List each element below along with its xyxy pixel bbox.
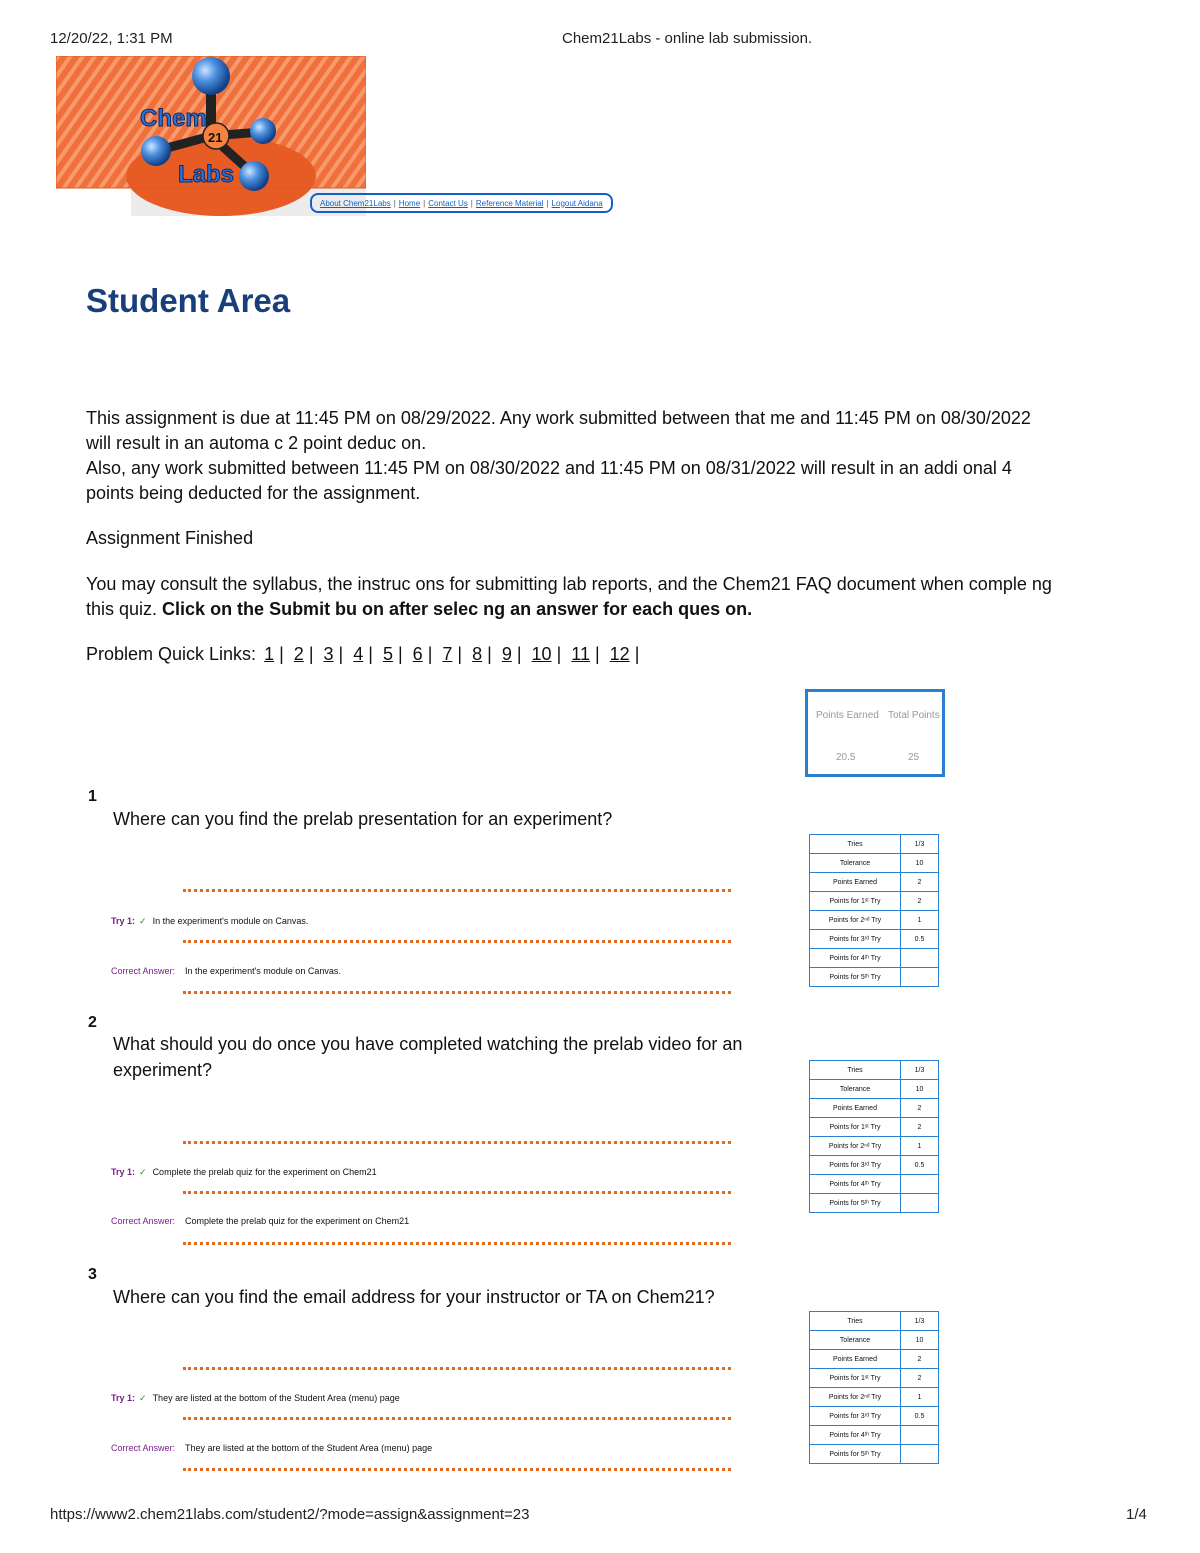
divider bbox=[183, 1191, 731, 1194]
question-number: 2 bbox=[88, 1014, 97, 1031]
stats-value: 2 bbox=[901, 1099, 939, 1118]
stats-key: Points Earned bbox=[810, 873, 901, 892]
correct-answer-label: Correct Answer: bbox=[111, 966, 176, 976]
stats-key: Tolerance bbox=[810, 854, 901, 873]
nav-logout[interactable]: Logout Aidana bbox=[551, 198, 603, 208]
divider bbox=[183, 1367, 731, 1370]
due-notice bbox=[86, 406, 1116, 506]
stats-value: 2 bbox=[901, 892, 939, 911]
stats-value bbox=[901, 1194, 939, 1213]
stats-value: 2 bbox=[901, 1118, 939, 1137]
stats-key: Tolerance bbox=[810, 1331, 901, 1350]
top-navigation: About Chem21Labs | Home | Contact Us | Reference Material | Logout Aidana bbox=[310, 193, 613, 213]
stats-row bbox=[810, 1445, 939, 1464]
try-answer-text: They are listed at the bottom of the Student Area (menu) page bbox=[152, 1393, 400, 1403]
stats-key: Points Earned bbox=[810, 1350, 901, 1369]
stats-key: Points for 5ᵗʰ Try bbox=[810, 1445, 901, 1464]
stats-row bbox=[810, 968, 939, 987]
stats-value: 10 bbox=[901, 1080, 939, 1099]
question-stats-table bbox=[809, 1060, 939, 1213]
assignment-status: Assignment Finished bbox=[86, 528, 254, 548]
stats-value bbox=[901, 968, 939, 987]
quick-links-label: Problem Quick Links: bbox=[86, 644, 257, 664]
stats-row bbox=[810, 1156, 939, 1175]
question-text: What should you do once you have completed watching the prelab video for an experiment? bbox=[113, 1034, 743, 1080]
stats-value: 2 bbox=[901, 1369, 939, 1388]
stats-row bbox=[810, 1388, 939, 1407]
divider bbox=[183, 1141, 731, 1144]
try-answer bbox=[111, 916, 308, 927]
stats-key: Points for 4ᵗʰ Try bbox=[810, 949, 901, 968]
checkmark-icon: ✓ bbox=[139, 916, 147, 926]
checkmark-icon: ✓ bbox=[139, 1167, 147, 1177]
stats-row bbox=[810, 949, 939, 968]
points-earned-label: Points Earned bbox=[816, 710, 879, 721]
question-text: Where can you find the email address for your instructor or TA on Chem21? bbox=[113, 1287, 715, 1307]
stats-key: Points for 1ˢᵗ Try bbox=[810, 1369, 901, 1388]
stats-key: Points for 2ⁿᵈ Try bbox=[810, 1137, 901, 1156]
points-earned-value: 20.5 bbox=[836, 752, 856, 763]
correct-answer-text: They are listed at the bottom of the Student Area (menu) page bbox=[185, 1443, 433, 1453]
stats-value bbox=[901, 949, 939, 968]
stats-row bbox=[810, 1061, 939, 1080]
try-label: Try 1: bbox=[111, 1167, 136, 1177]
total-points-label: Total Points bbox=[888, 710, 940, 721]
stats-value: 10 bbox=[901, 1331, 939, 1350]
stats-key: Points for 5ᵗʰ Try bbox=[810, 1194, 901, 1213]
stats-value: 0.5 bbox=[901, 930, 939, 949]
stats-value: 1/3 bbox=[901, 1312, 939, 1331]
stats-key: Points for 4ᵗʰ Try bbox=[810, 1175, 901, 1194]
print-page-title: Chem21Labs - online lab submission. bbox=[562, 30, 813, 47]
stats-key: Points for 1ˢᵗ Try bbox=[810, 1118, 901, 1137]
divider bbox=[183, 991, 731, 994]
stats-value: 10 bbox=[901, 854, 939, 873]
stats-value bbox=[901, 1175, 939, 1194]
stats-row bbox=[810, 1331, 939, 1350]
logo-word-labs: Labs bbox=[178, 161, 235, 188]
try-answer bbox=[111, 1393, 400, 1404]
stats-value: 2 bbox=[901, 873, 939, 892]
stats-row bbox=[810, 1350, 939, 1369]
correct-answer bbox=[111, 1216, 409, 1226]
quick-link-3[interactable]: 3 bbox=[323, 644, 334, 664]
stats-row bbox=[810, 1426, 939, 1445]
stats-row bbox=[810, 1369, 939, 1388]
stats-key: Points for 3ʳᵈ Try bbox=[810, 930, 901, 949]
question-stats-table bbox=[809, 1311, 939, 1464]
question-stats-table bbox=[809, 834, 939, 987]
divider bbox=[183, 940, 731, 943]
stats-key: Points Earned bbox=[810, 1099, 901, 1118]
stats-row bbox=[810, 1312, 939, 1331]
stats-value bbox=[901, 1426, 939, 1445]
stats-value: 1 bbox=[901, 1137, 939, 1156]
stats-row bbox=[810, 854, 939, 873]
stats-value bbox=[901, 1445, 939, 1464]
correct-answer bbox=[111, 1443, 432, 1453]
quick-link-6[interactable]: 6 bbox=[412, 644, 423, 664]
stats-row bbox=[810, 1175, 939, 1194]
stats-key: Points for 4ᵗʰ Try bbox=[810, 1426, 901, 1445]
stats-key: Points for 2ⁿᵈ Try bbox=[810, 1388, 901, 1407]
stats-key: Points for 1ˢᵗ Try bbox=[810, 892, 901, 911]
correct-answer-text: Complete the prelab quiz for the experiment on Chem21 bbox=[185, 1216, 410, 1226]
divider bbox=[183, 889, 731, 892]
quick-link-1[interactable]: 1 bbox=[264, 644, 275, 664]
stats-key: Tries bbox=[810, 835, 901, 854]
stats-value: 1 bbox=[901, 1388, 939, 1407]
stats-key: Points for 5ᵗʰ Try bbox=[810, 968, 901, 987]
stats-key: Points for 2ⁿᵈ Try bbox=[810, 911, 901, 930]
stats-row bbox=[810, 1118, 939, 1137]
quick-link-8[interactable]: 8 bbox=[472, 644, 483, 664]
nav-home[interactable]: Home bbox=[398, 198, 421, 208]
stats-key: Points for 3ʳᵈ Try bbox=[810, 1156, 901, 1175]
quick-link-12[interactable]: 12 bbox=[609, 644, 630, 664]
checkmark-icon: ✓ bbox=[139, 1393, 147, 1403]
stats-row bbox=[810, 892, 939, 911]
stats-value: 2 bbox=[901, 1350, 939, 1369]
stats-key: Tolerance bbox=[810, 1080, 901, 1099]
instructions-line bbox=[86, 597, 1116, 622]
correct-answer-label: Correct Answer: bbox=[111, 1443, 176, 1453]
print-url: https://www2.chem21labs.com/student2/?mode=assign&assignment=23 bbox=[50, 1506, 530, 1523]
nav-contact[interactable]: Contact Us bbox=[428, 198, 468, 208]
nav-about[interactable]: About Chem21Labs bbox=[320, 198, 391, 208]
quick-link-11[interactable]: 11 bbox=[571, 644, 590, 664]
quick-link-7[interactable]: 7 bbox=[442, 644, 453, 664]
stats-row bbox=[810, 1080, 939, 1099]
stats-row bbox=[810, 873, 939, 892]
divider bbox=[183, 1417, 731, 1420]
due-notice-line: points being deducted for the assignment. bbox=[86, 483, 421, 503]
logo-word-chem: Chem bbox=[140, 105, 207, 132]
instructions-line: You may consult the syllabus, the instruc ons for submitting lab reports, and the Chem21 FAQ document when comple ng bbox=[86, 574, 1052, 594]
correct-answer-text: In the experiment's module on Canvas. bbox=[185, 966, 341, 976]
stats-row bbox=[810, 930, 939, 949]
stats-row bbox=[810, 835, 939, 854]
try-label: Try 1: bbox=[111, 1393, 136, 1403]
print-page-number: 1/4 bbox=[1126, 1506, 1147, 1523]
stats-row bbox=[810, 1407, 939, 1426]
quick-link-9[interactable]: 9 bbox=[501, 644, 512, 664]
due-notice-line: This assignment is due at 11:45 PM on 08/29/2022. Any work submitted between that me and 11:45 PM on 08/30/2022 bbox=[86, 408, 1031, 428]
print-datetime: 12/20/22, 1:31 PM bbox=[50, 30, 173, 47]
due-notice-line: will result in an automa c 2 point deduc on. bbox=[86, 433, 427, 453]
stats-value: 1/3 bbox=[901, 1061, 939, 1080]
try-answer-text: In the experiment's module on Canvas. bbox=[152, 916, 309, 926]
due-notice-line: Also, any work submitted between 11:45 PM on 08/30/2022 and 11:45 PM on 08/31/2022 will result in an addi onal 4 bbox=[86, 458, 1012, 478]
stats-value: 0.5 bbox=[901, 1407, 939, 1426]
stats-value: 0.5 bbox=[901, 1156, 939, 1175]
instructions-bold: Click on the Submit bu on after selec ng an answer for each ques on. bbox=[162, 599, 753, 619]
divider bbox=[183, 1242, 731, 1245]
question-text: Where can you find the prelab presentation for an experiment? bbox=[113, 809, 613, 829]
problem-quick-links: Problem Quick Links: 1 | 2 | 3 | 4 | 5 | 6 | 7 | 8 | 9 | 10 | 11 | 12 | bbox=[86, 644, 640, 664]
total-points-value: 25 bbox=[908, 752, 920, 763]
stats-row bbox=[810, 1194, 939, 1213]
instructions bbox=[86, 572, 1116, 622]
quick-link-10[interactable]: 10 bbox=[531, 644, 552, 664]
nav-reference[interactable]: Reference Material bbox=[475, 198, 544, 208]
quick-link-5[interactable]: 5 bbox=[382, 644, 393, 664]
try-label: Try 1: bbox=[111, 916, 136, 926]
stats-value: 1 bbox=[901, 911, 939, 930]
quick-link-2[interactable]: 2 bbox=[293, 644, 304, 664]
logo-number: 21 bbox=[208, 130, 223, 145]
score-summary bbox=[805, 689, 945, 777]
stats-row bbox=[810, 1137, 939, 1156]
chem21labs-logo[interactable] bbox=[56, 56, 366, 216]
quick-link-4[interactable]: 4 bbox=[353, 644, 364, 664]
stats-key: Tries bbox=[810, 1312, 901, 1331]
stats-key: Tries bbox=[810, 1061, 901, 1080]
correct-answer bbox=[111, 966, 341, 976]
question-number: 1 bbox=[88, 788, 97, 805]
try-answer bbox=[111, 1167, 377, 1178]
page-title: Student Area bbox=[86, 282, 291, 319]
stats-value: 1/3 bbox=[901, 835, 939, 854]
stats-row bbox=[810, 911, 939, 930]
instructions-plain: this quiz. bbox=[86, 599, 163, 619]
stats-key: Points for 3ʳᵈ Try bbox=[810, 1407, 901, 1426]
correct-answer-label: Correct Answer: bbox=[111, 1216, 176, 1226]
try-answer-text: Complete the prelab quiz for the experiment on Chem21 bbox=[152, 1167, 377, 1177]
question-number: 3 bbox=[88, 1266, 97, 1283]
stats-row bbox=[810, 1099, 939, 1118]
divider bbox=[183, 1468, 731, 1471]
